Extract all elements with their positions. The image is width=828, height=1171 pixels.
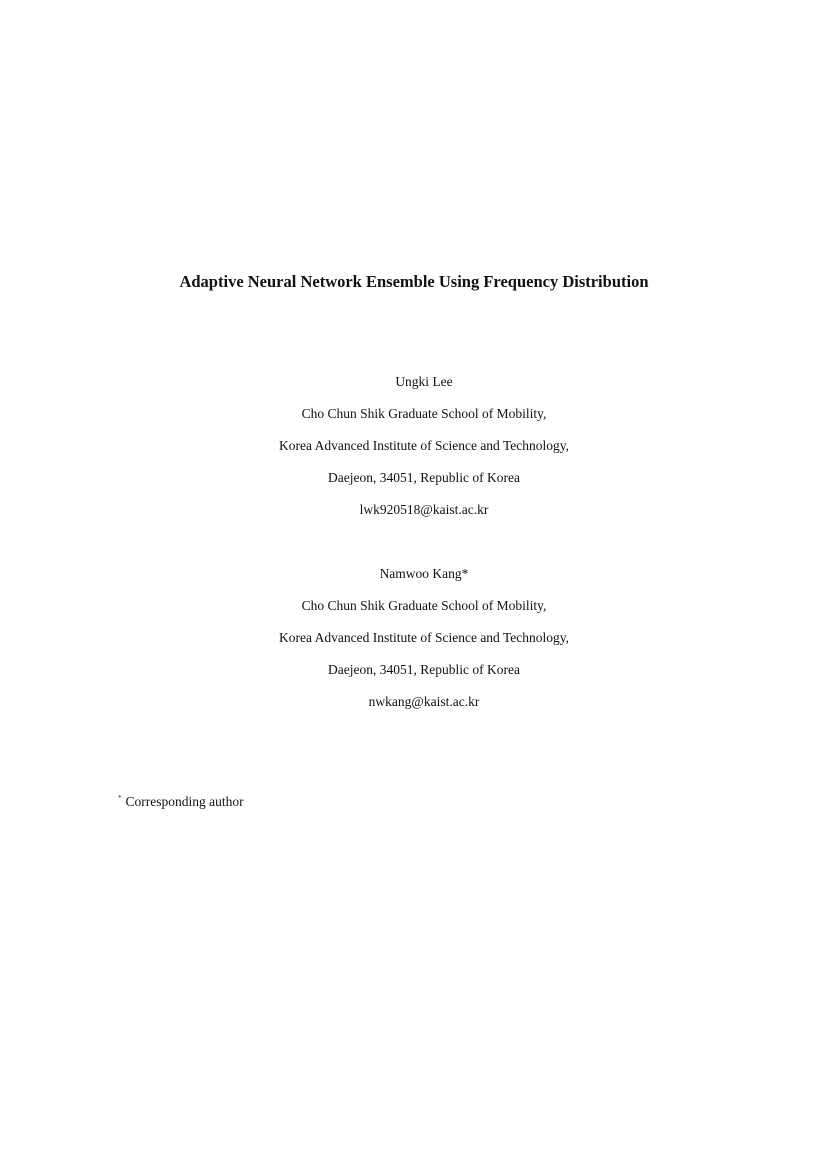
- author-email: nwkang@kaist.ac.kr: [368, 694, 480, 709]
- author-email: lwk920518@kaist.ac.kr: [359, 502, 489, 517]
- author-affiliation-line-1: Cho Chun Shik Graduate School of Mobility,: [301, 598, 547, 613]
- footnote: [118, 788, 244, 812]
- author-name: Namwoo Kang*: [379, 566, 469, 581]
- author-block: [0, 558, 828, 718]
- author-affiliation-line-2: Korea Advanced Institute of Science and Technology,: [279, 630, 569, 645]
- author-name: Ungki Lee: [395, 374, 453, 389]
- author-affiliation-line-1: Cho Chun Shik Graduate School of Mobility,: [301, 406, 547, 421]
- paper-title: Adaptive Neural Network Ensemble Using Frequency Distribution: [179, 272, 649, 291]
- author-block: [0, 366, 828, 526]
- author-address: Daejeon, 34051, Republic of Korea: [328, 662, 520, 677]
- author-address: Daejeon, 34051, Republic of Korea: [328, 470, 520, 485]
- author-affiliation-line-2: Korea Advanced Institute of Science and Technology,: [279, 438, 569, 453]
- footnote-text: Corresponding author: [125, 794, 244, 809]
- footnote-marker: *: [118, 794, 122, 802]
